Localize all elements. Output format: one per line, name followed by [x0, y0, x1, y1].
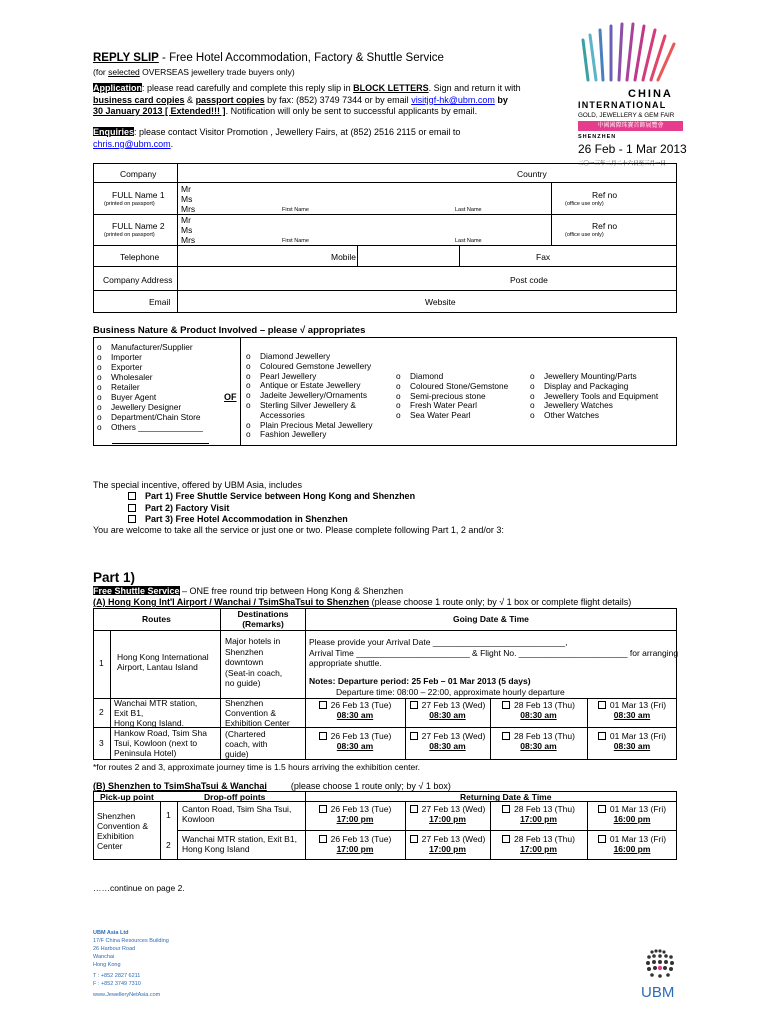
product-option[interactable]: o Jewellery Mounting/Parts [530, 371, 637, 381]
business-option[interactable]: o Importer [97, 352, 142, 362]
office-use-2: (office use only) [565, 232, 604, 238]
footer-address: UBM Asia Ltd 17/F China Resources Building 26 Harbour Road Wanchai Hong Kong T : +852 2827 6211 F : +852 3749 7310 www.JewelleryNetAsia.com [93, 930, 169, 998]
email-label: Email [149, 297, 171, 307]
business-col-3 [396, 372, 508, 421]
printed-note-2: (printed on passport) [104, 232, 155, 238]
go-date-option[interactable]: 28 Feb 13 (Thu) 08:30 am [490, 700, 587, 720]
business-col-2 [246, 352, 373, 440]
route-a-title: (A) Hong Kong Int'l Airport / Wanchai / TsimShaTsui to Shenzhen (please choose 1 route only; by √ 1 box or complete flight details) [93, 597, 632, 607]
full-name-1-input[interactable] [200, 184, 545, 208]
route-1-number: 1 [99, 658, 104, 668]
product-option[interactable]: o Sea Water Pearl [396, 410, 471, 421]
enquiries-line: Enquiries: please contact Visitor Promotion , Jewellery Fairs, at (852) 2516 2115 or email to [93, 127, 461, 137]
business-option[interactable]: o Buyer Agent [97, 392, 157, 402]
full-name-2-input[interactable] [200, 215, 545, 239]
return-date-option[interactable]: 27 Feb 13 (Wed) 17:00 pm [405, 834, 490, 854]
logo-international: INTERNATIONAL [578, 100, 667, 110]
remarks-header: (Remarks) [242, 619, 284, 629]
destinations-header: Destinations [237, 609, 289, 619]
application-line-1: Application: please read carefully and complete this reply slip in BLOCK LETTERS. Sign and return it with [93, 83, 521, 93]
logo-fair: GOLD, JEWELLERY & GEM FAIR [578, 112, 675, 119]
last-name-1-label: Last Name [455, 207, 482, 213]
part1-heading: Part 1) [93, 570, 136, 585]
checkbox-icon [410, 835, 418, 843]
return-date-option[interactable]: 28 Feb 13 (Thu) 17:00 pm [490, 834, 587, 854]
checkbox-icon [598, 805, 606, 813]
checkbox-icon [319, 835, 327, 843]
incentive-outro: You are welcome to take all the service or just one or two. Please complete following Part 1, 2 and/or 3: [93, 525, 504, 535]
first-name-2-label: First Name [282, 238, 309, 244]
website-label: Website [425, 297, 456, 307]
title-bold: REPLY SLIP [93, 52, 159, 64]
checkbox-icon [502, 835, 510, 843]
checkbox-icon [502, 701, 510, 709]
incentive-intro: The special incentive, offered by UBM Asia, includes [93, 480, 302, 490]
product-option[interactable]: o Coloured Stone/Gemstone [396, 380, 509, 391]
incentive-part[interactable]: Part 2) Factory Visit [128, 503, 415, 515]
product-option[interactable]: o Other Watches [530, 410, 600, 421]
logo-dates: 26 Feb - 1 Mar 2013 [578, 142, 687, 156]
ref-no-2-label: Ref no [592, 221, 618, 231]
first-name-1-label: First Name [282, 207, 309, 213]
checkbox-icon [502, 805, 510, 813]
route-b-title: (B) Shenzhen to TsimShaTsui & Wanchai (please choose 1 route only; by √ 1 box) [93, 781, 451, 791]
printed-note-1: (printed on passport) [104, 201, 155, 207]
enquiries-label: Enquiries [93, 127, 135, 137]
return-date-option[interactable]: 26 Feb 13 (Tue) 17:00 pm [305, 834, 405, 854]
route-23-destination: Shenzhen Convention & Exhibition Center (Chartered coach, with guide) [225, 698, 290, 760]
ubm-dots-icon [635, 948, 685, 984]
business-option[interactable]: o Retailer [97, 382, 140, 392]
business-heading: Business Nature & Product Involved – please √ appropriates [93, 325, 366, 336]
incentive-parts [128, 491, 415, 526]
product-option[interactable]: o Fresh Water Pearl [396, 400, 478, 411]
checkbox-icon [410, 732, 418, 740]
business-option[interactable]: o Wholesaler [97, 372, 153, 382]
logo-banner: 中國國際珠寶首飾展覽會 [578, 121, 683, 131]
return-date-option[interactable]: 28 Feb 13 (Thu) 17:00 pm [490, 804, 587, 824]
product-option[interactable]: o Plain Precious Metal Jewellery [246, 419, 373, 430]
product-option[interactable]: o Fashion Jewellery [246, 429, 327, 440]
subtitle: (for selected OVERSEAS jewellery trade buyers only) [93, 67, 295, 77]
last-name-2-label: Last Name [455, 238, 482, 244]
business-option[interactable]: o Others ______________ [97, 422, 203, 432]
checkbox-icon [598, 701, 606, 709]
incentive-part[interactable]: Part 3) Free Hotel Accommodation in Shenzhen [128, 514, 415, 526]
page-title [93, 52, 444, 64]
checkbox-icon [319, 805, 327, 813]
checkbox-icon [410, 805, 418, 813]
route-1-place: Hong Kong International Airport, Lantau Island [117, 652, 209, 672]
return-date-option[interactable]: 26 Feb 13 (Tue) 17:00 pm [305, 804, 405, 824]
product-option[interactable]: o Jewellery Watches [530, 400, 613, 411]
title-options-1[interactable]: Mr Ms Mrs [181, 184, 196, 214]
product-option[interactable]: o Display and Packaging [530, 380, 629, 391]
enquiries-email-line: chris.ng@ubm.com. [93, 139, 174, 149]
drop-2-place: Wanchai MTR station, Exit B1, Hong Kong Island [182, 834, 297, 854]
title-rest: - Free Hotel Accommodation, Factory & Shuttle Service [158, 52, 444, 64]
business-option[interactable]: o Exporter [97, 362, 143, 372]
of-label: OF [224, 392, 237, 402]
drop-1-place: Canton Road, Tsim Sha Tsui, Kowloon [182, 804, 292, 824]
fax-label: Fax [536, 252, 551, 262]
business-col-1 [97, 342, 203, 432]
logo-china: CHINA [628, 88, 673, 100]
business-col-4 [530, 372, 658, 421]
checkbox-icon [598, 732, 606, 740]
ref-no-1-label: Ref no [592, 190, 618, 200]
fair-logo [578, 20, 687, 167]
notes-line: Notes: Departure period: 25 Feb – 01 Mar 2013 (5 days) [309, 676, 531, 686]
checkbox-icon [319, 732, 327, 740]
post-code-label: Post code [510, 275, 548, 285]
pickup-place: Shenzhen Convention & Exhibition Center [97, 811, 149, 851]
enquiries-email-link[interactable]: chris.ng@ubm.com [93, 139, 171, 149]
departure-time: Departure time: 08:00 – 22:00, approximate hourly departure [336, 687, 565, 697]
go-date-option[interactable]: 27 Feb 13 (Wed) 08:30 am [405, 731, 490, 751]
arrival-details[interactable]: Please provide your Arrival Date ____________________________, Arrival Time ________________________ & Flight No. _______________________ for arranging appropriate shuttle. [309, 637, 679, 668]
application-line-3: 30 January 2013 [ Extended!!! ]. Notification will only be sent to successful applicants by email. [93, 106, 478, 116]
application-label: Application [93, 83, 142, 93]
checkbox-icon [502, 732, 510, 740]
dropoff-header: Drop-off points [204, 792, 266, 802]
product-option-cont: Accessories [260, 409, 305, 420]
full-name-1-label: FULL Name 1 [112, 190, 165, 200]
route-2-number: 2 [99, 707, 104, 717]
go-date-option[interactable]: 26 Feb 13 (Tue) 08:30 am [305, 700, 405, 720]
full-name-2-label: FULL Name 2 [112, 221, 165, 231]
visit-email-link[interactable]: visitjgf-hk@ubm.com [411, 95, 495, 105]
journey-footnote: *for routes 2 and 3, approximate journey time is 1.5 hours arriving the exhibition center. [93, 762, 420, 772]
incentive-part[interactable]: Part 1) Free Shuttle Service between Hong Kong and Shenzhen [128, 491, 415, 503]
checkbox-icon [128, 504, 136, 512]
logo-city: SHENZHEN [578, 134, 617, 140]
title-options-2[interactable]: Mr Ms Mrs [181, 215, 196, 245]
product-option[interactable]: o Pearl Jewellery [246, 370, 317, 381]
company-label: Company [120, 169, 157, 179]
checkbox-icon [128, 515, 136, 523]
go-date-option[interactable]: 27 Feb 13 (Wed) 08:30 am [405, 700, 490, 720]
telephone-label: Telephone [120, 252, 160, 262]
return-date-option[interactable]: 01 Mar 13 (Fri) 16:00 pm [587, 834, 677, 854]
drop-2-number: 2 [166, 840, 171, 850]
routes-header: Routes [142, 614, 171, 624]
country-label: Country [517, 169, 547, 179]
go-date-option[interactable]: 26 Feb 13 (Tue) 08:30 am [305, 731, 405, 751]
route-3-place: Hankow Road, Tsim Sha Tsui, Kowloon (next to Peninsula Hotel) [114, 728, 207, 758]
route-2-place: Wanchai MTR station, Exit B1, Hong Kong Island. [114, 698, 198, 728]
application-line-2: business card copies & passport copies by fax: (852) 3749 7344 or by email visitjgf-hk@ubm.com by [93, 95, 508, 105]
product-option[interactable]: o Jadeite Jewellery/Ornaments [246, 390, 367, 401]
product-option[interactable]: o Diamond Jewellery [246, 351, 331, 361]
continue-note: ……continue on page 2. [93, 883, 185, 893]
pickup-header: Pick-up point [100, 792, 154, 802]
product-option[interactable]: o Sterling Silver Jewellery & [246, 399, 356, 410]
checkbox-icon [410, 701, 418, 709]
go-date-option[interactable]: 01 Mar 13 (Fri) 08:30 am [587, 700, 677, 720]
ubm-logo [635, 948, 685, 1008]
product-option[interactable]: o Coloured Gemstone Jewellery [246, 360, 372, 371]
going-header: Going Date & Time [453, 614, 529, 624]
product-option[interactable]: o Diamond [396, 371, 444, 381]
checkbox-icon [128, 492, 136, 500]
returning-header: Returning Date & Time [460, 792, 552, 802]
business-option[interactable]: o Manufacturer/Supplier [97, 342, 193, 352]
company-address-label: Company Address [103, 275, 173, 285]
mobile-label: Mobile [331, 252, 357, 262]
checkbox-icon [319, 701, 327, 709]
product-option[interactable]: o Jewellery Tools and Equipment [530, 390, 659, 401]
route-1-destination: Major hotels in Shenzhen downtown (Seat-in coach, no guide) [225, 636, 283, 688]
shuttle-service-line: Free Shuttle Service – ONE free round trip between Hong Kong & Shenzhen [93, 586, 404, 596]
go-date-option[interactable]: 01 Mar 13 (Fri) 08:30 am [587, 731, 677, 751]
company-input[interactable] [178, 164, 508, 181]
logo-cn-dates: 二〇一三年二月二十六日至三月一日 [578, 161, 667, 167]
website-link[interactable]: www.JewelleryNetAsia.com [93, 992, 161, 998]
checkbox-icon [598, 835, 606, 843]
business-option[interactable]: o Jewellery Designer [97, 402, 182, 412]
ubm-brand: UBM [641, 984, 675, 1001]
go-date-option[interactable]: 28 Feb 13 (Thu) 08:30 am [490, 731, 587, 751]
product-option[interactable]: o Antique or Estate Jewellery [246, 380, 361, 391]
office-use-1: (office use only) [565, 201, 604, 207]
return-date-option[interactable]: 01 Mar 13 (Fri) 16:00 pm [587, 804, 677, 824]
drop-1-number: 1 [166, 810, 171, 820]
product-option[interactable]: o Semi-precious stone [396, 390, 486, 401]
business-option[interactable]: o Department/Chain Store [97, 412, 201, 422]
route-3-number: 3 [99, 738, 104, 748]
return-date-option[interactable]: 27 Feb 13 (Wed) 17:00 pm [405, 804, 490, 824]
fan-logo-icon [578, 20, 683, 90]
